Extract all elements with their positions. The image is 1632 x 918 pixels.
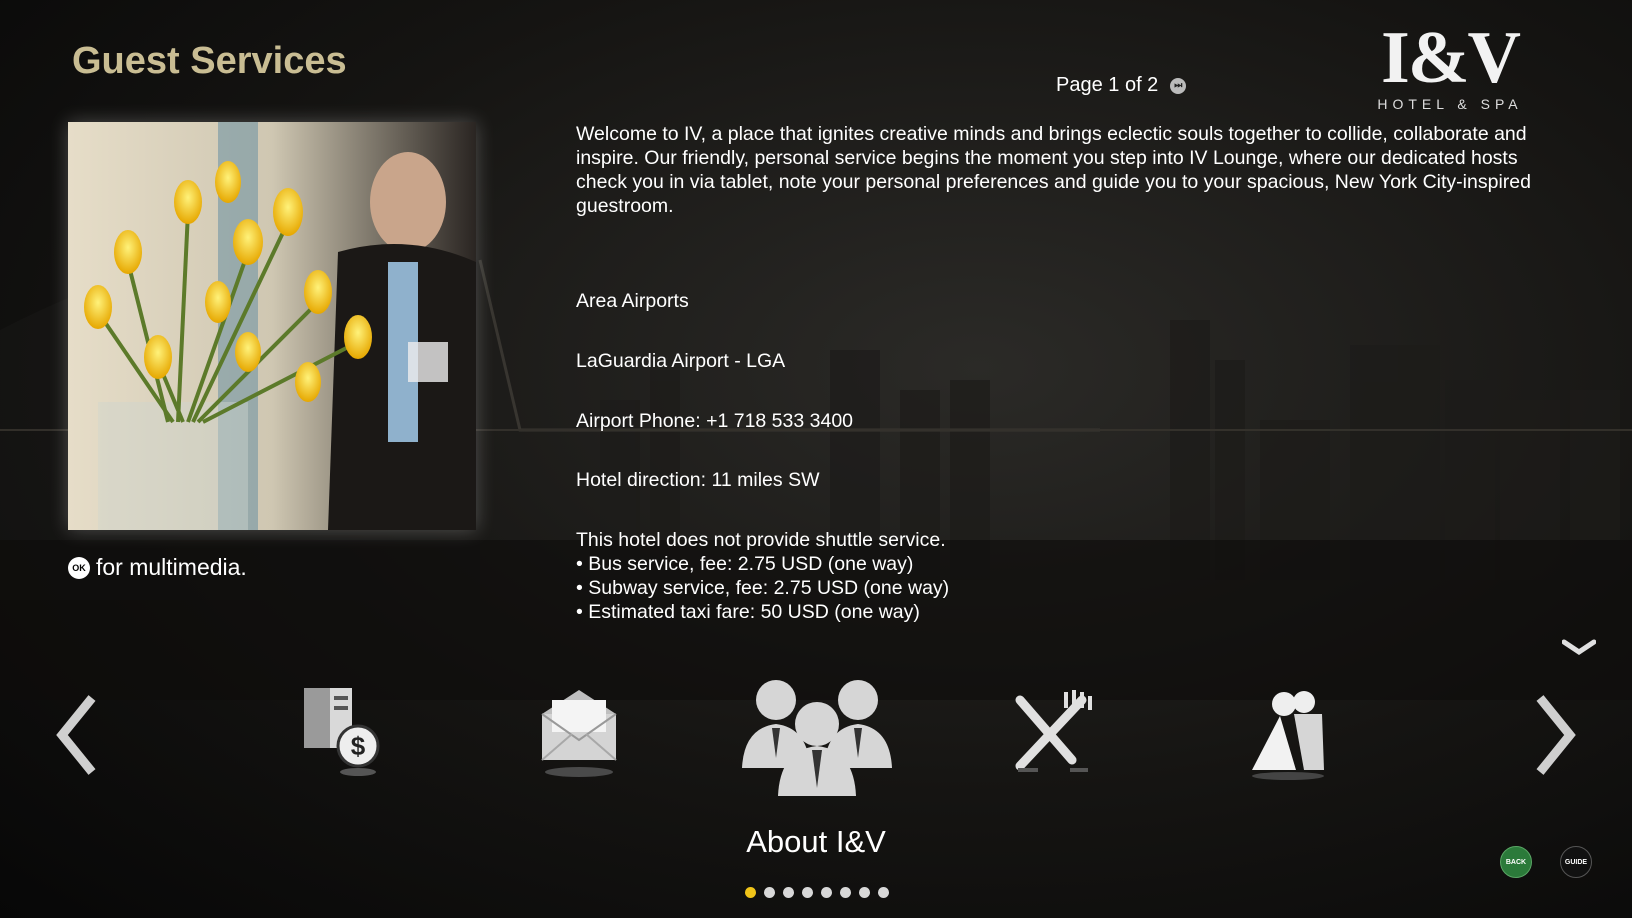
- page-dot[interactable]: [764, 887, 775, 898]
- hotel-direction: Hotel direction: 11 miles SW: [576, 469, 820, 491]
- intro-paragraph: Welcome to IV, a place that ignites creative minds and brings eclectic souls together to collide, collaborate and inspire. Our friendly, personal service begins the moment you step into IV Lounge, where our dedicated hosts check you in via tablet, note your personal preferences and guide you to your spacious, New York City-inspired guestroom.: [576, 123, 1531, 217]
- list-item: • Estimated taxi fare: 50 USD (one way): [576, 601, 920, 623]
- page-indicator-text: Page 1 of 2: [1056, 74, 1159, 96]
- shuttle-note: This hotel does not provide shuttle service.: [576, 529, 946, 551]
- next-arrow-icon[interactable]: [1530, 690, 1580, 780]
- list-item: • Bus service, fee: 2.75 USD (one way): [576, 553, 914, 575]
- selected-menu-label: About I&V: [746, 824, 886, 859]
- page-dots: [745, 887, 889, 898]
- page-dot[interactable]: [802, 887, 813, 898]
- airport-name: LaGuardia Airport - LGA: [576, 350, 786, 372]
- wedding-icon[interactable]: [1246, 690, 1332, 782]
- multimedia-hint-text: for multimedia.: [96, 554, 247, 580]
- page-dot[interactable]: [821, 887, 832, 898]
- logo-mark: I&V: [1381, 17, 1519, 99]
- svg-text:$: $: [350, 731, 366, 761]
- page-indicator: [1056, 74, 1186, 97]
- chevron-down-icon[interactable]: [1562, 638, 1596, 658]
- mail-icon[interactable]: [540, 688, 620, 780]
- previous-arrow-icon[interactable]: [52, 690, 102, 780]
- dining-icon[interactable]: [1012, 686, 1096, 782]
- guest-services-content: [576, 122, 1556, 300]
- hotel-logo: [1360, 18, 1540, 118]
- featured-photo: [68, 122, 476, 530]
- tulips-concierge-image: [68, 122, 476, 530]
- ok-button-icon[interactable]: OK: [68, 557, 90, 579]
- page-dot[interactable]: [745, 887, 756, 898]
- fast-forward-icon[interactable]: ⏭: [1170, 78, 1186, 94]
- section-heading: Area Airports: [576, 290, 689, 312]
- page-dot[interactable]: [878, 887, 889, 898]
- page-dot[interactable]: [840, 887, 851, 898]
- transport-list: [576, 528, 949, 624]
- guide-button[interactable]: GUIDE: [1560, 846, 1592, 878]
- list-item: • Subway service, fee: 2.75 USD (one way): [576, 577, 950, 599]
- airport-phone: Airport Phone: +1 718 533 3400: [576, 410, 854, 432]
- page-dot[interactable]: [859, 887, 870, 898]
- page-title: Guest Services: [72, 40, 347, 82]
- page-dot[interactable]: [783, 887, 794, 898]
- back-button[interactable]: BACK: [1500, 846, 1532, 878]
- multimedia-hint: [68, 554, 247, 581]
- people-icon[interactable]: [740, 678, 894, 798]
- logo-subtitle: HOTEL & SPA: [1377, 96, 1523, 112]
- billing-icon[interactable]: [300, 684, 384, 780]
